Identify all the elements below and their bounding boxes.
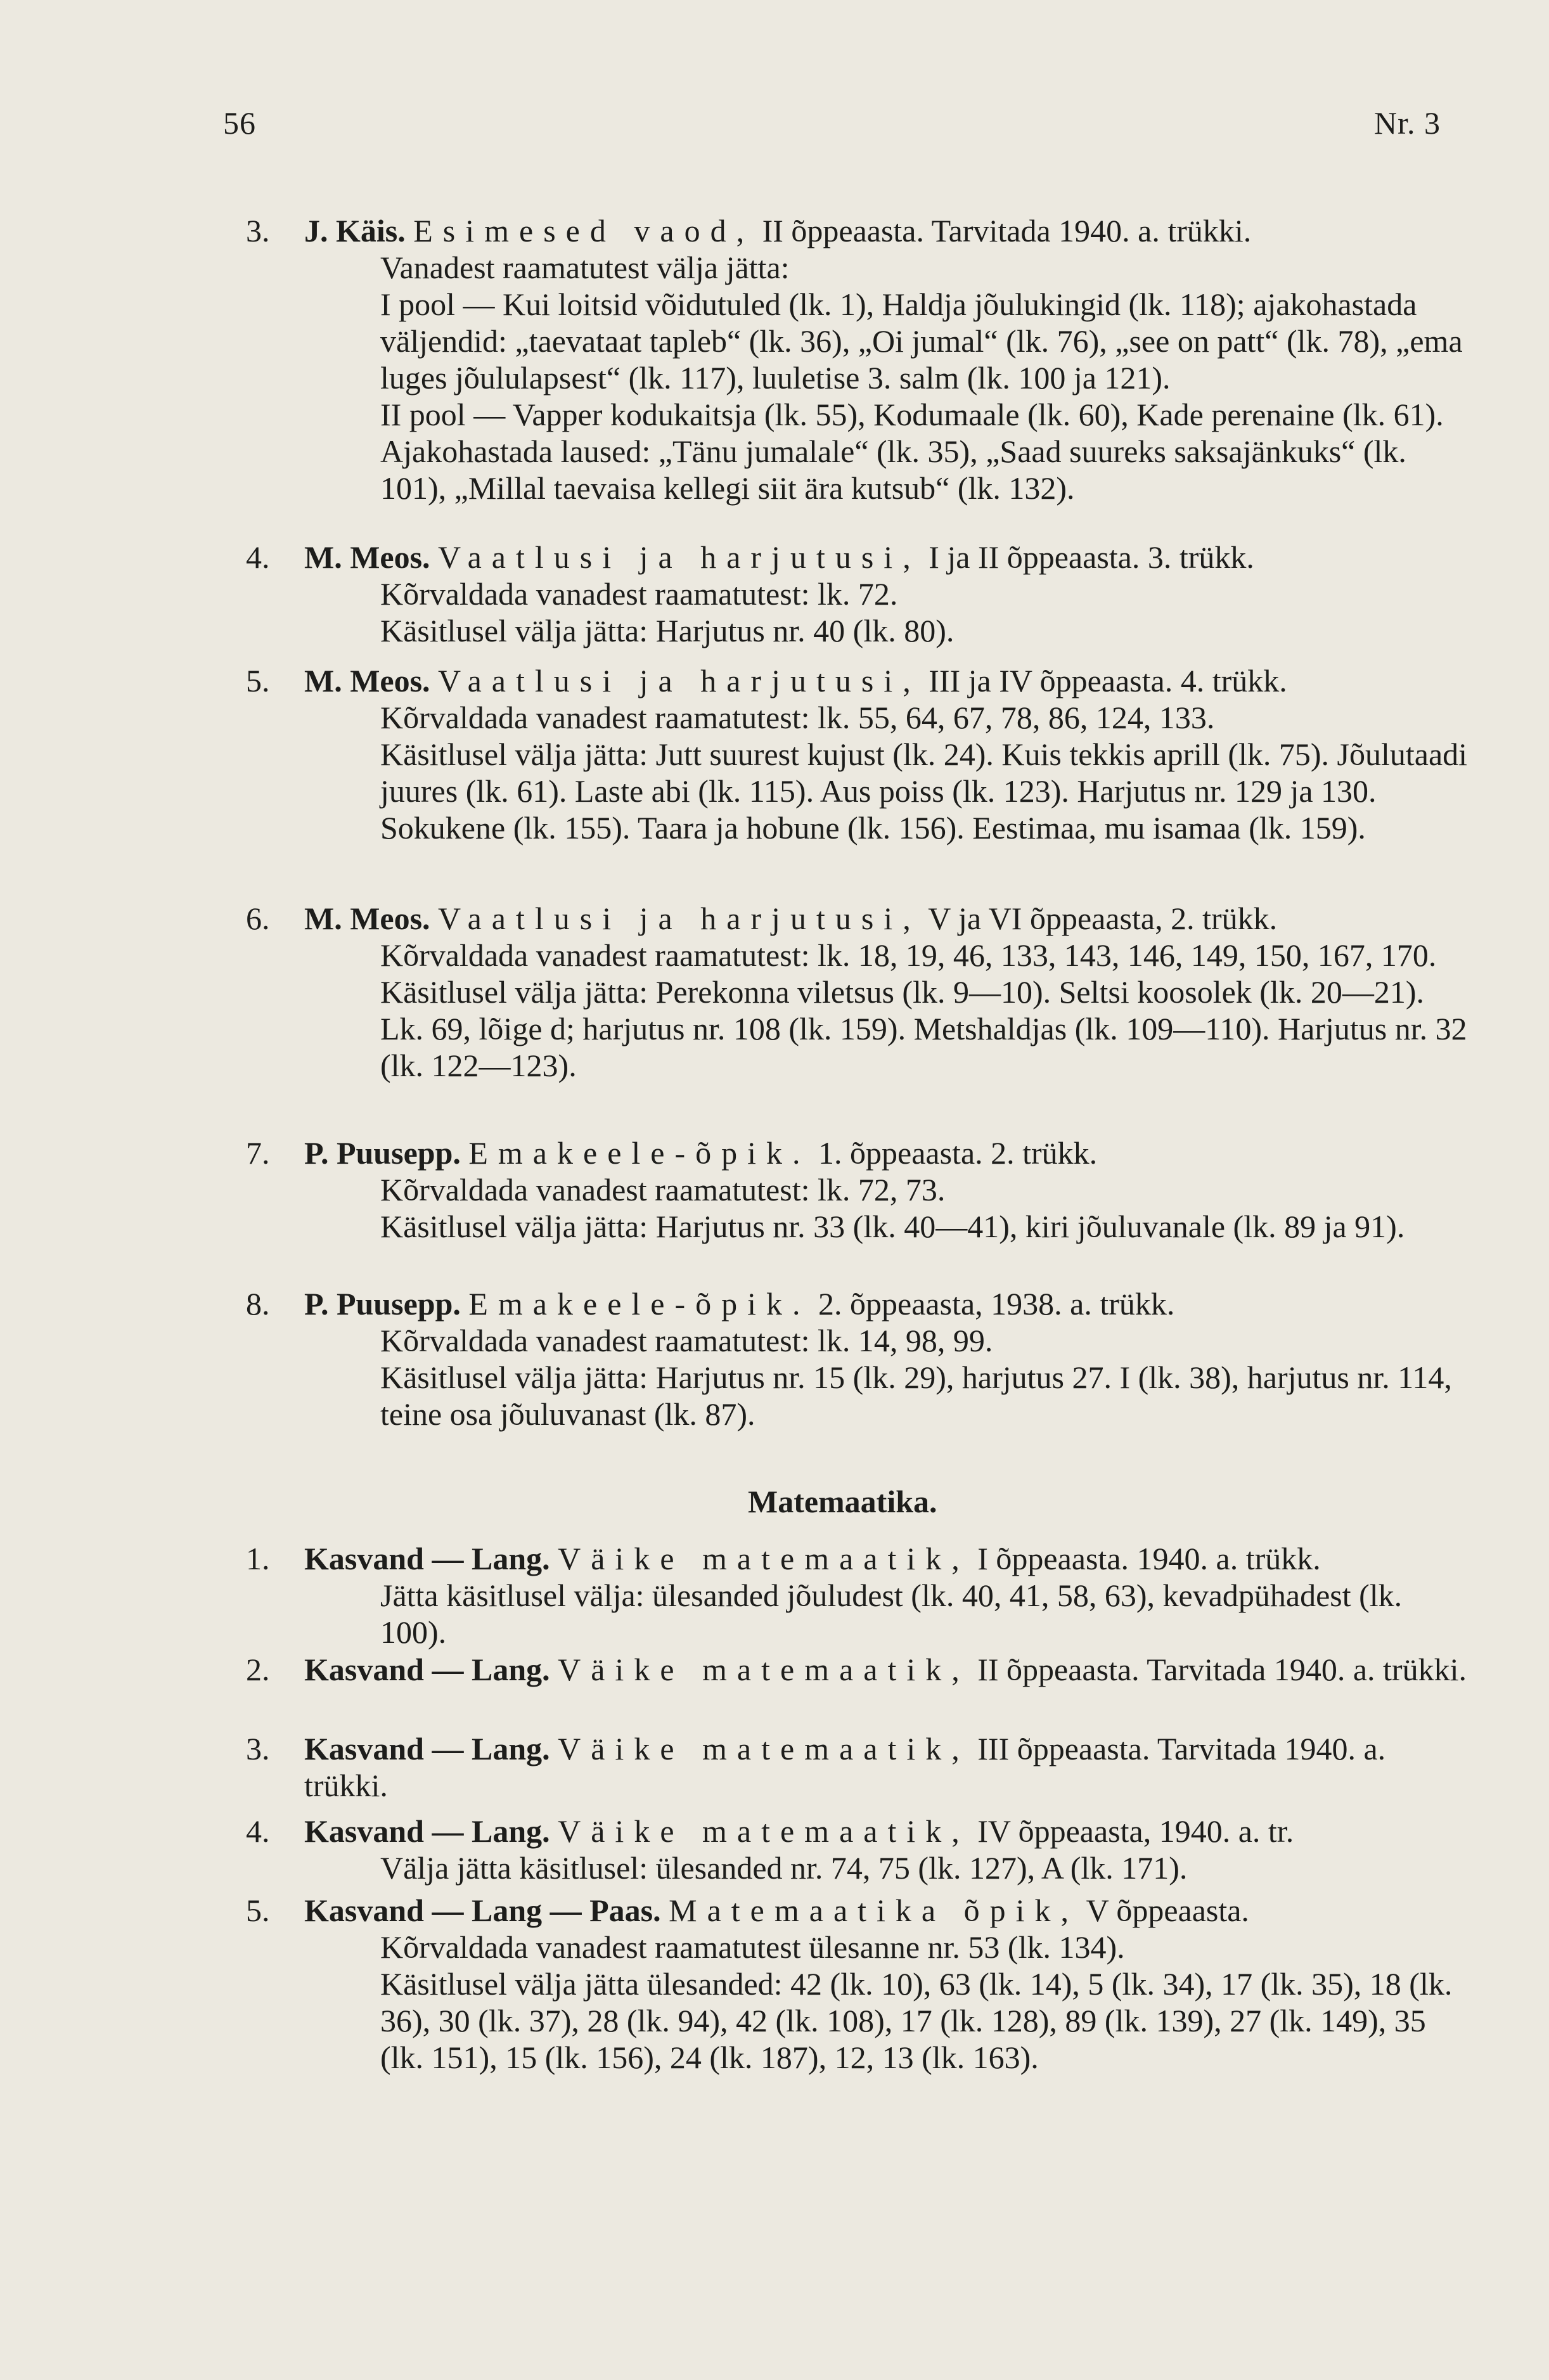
entry-author: P. Puusepp. — [304, 1286, 461, 1322]
entry-title: Esimesed vaod, — [413, 213, 755, 248]
entry-title: Emakeele-õpik. — [468, 1135, 811, 1171]
entry-headline — [304, 212, 1470, 249]
entry — [246, 1285, 1470, 1432]
entry-author: Kasvand — Lang. — [304, 1731, 550, 1766]
entry-details: II õppeaasta. Tarvitada 1940. a. trükki. — [754, 213, 1252, 248]
entry-body — [304, 1651, 1470, 1688]
entry-author: Kasvand — Lang — Paas. — [304, 1893, 661, 1928]
entry — [246, 1135, 1470, 1245]
entry-body — [304, 1813, 1470, 1886]
entry-line: Kõrvaldada vanadest raamatutest: lk. 72. — [380, 576, 898, 612]
entry-title: Matemaatika õpik, — [669, 1893, 1079, 1928]
entry-headline — [304, 1651, 1470, 1688]
entry-title: Väike matemaatik, — [558, 1541, 970, 1576]
entry-line: II pool — Vapper kodukaitsja (lk. 55), Kodumaale (lk. 60), Kade perenaine (lk. 61). Ajakohastada laused: „Tänu jumalale“ (lk. 35), „Saad suureks saksajänkuks“ (lk. 101), „Millal taevaisa kellegi siit ära kutsub“ (lk. 132). — [380, 397, 1444, 506]
entry-title: Vaatlusi ja harjutusi, — [438, 539, 921, 575]
entry-line: Kõrvaldada vanadest raamatutest: lk. 72, 73. — [380, 1172, 946, 1207]
entry-title: Vaatlusi ja harjutusi, — [438, 901, 921, 936]
entry-author: J. Käis. — [304, 213, 406, 248]
entry-line: Kõrvaldada vanadest raamatutest: lk. 14, 98, 99. — [380, 1323, 993, 1358]
entry-author: M. Meos. — [304, 539, 430, 575]
entry-line: Käsitlusel välja jätta: Harjutus nr. 15 (lk. 29), harjutus 27. I (lk. 38), harjutus nr. 114, teine osa jõuluvanast (lk. 87). — [380, 1360, 1452, 1432]
entry-author: Kasvand — Lang. — [304, 1541, 550, 1576]
entry — [246, 900, 1470, 1084]
entry-number: 2. — [246, 1652, 270, 1687]
entry-details: II õppeaasta. Tarvitada 1940. a. trükki. — [969, 1652, 1467, 1687]
entry-author: M. Meos. — [304, 901, 430, 936]
entry-body — [304, 1540, 1470, 1650]
entry-line: Jätta käsitlusel välja: ülesanded jõuludest (lk. 40, 41, 58, 63), kevadpühadest (lk. 100). — [380, 1578, 1403, 1650]
entry-body — [304, 539, 1470, 649]
entry-line: Käsitlusel välja jätta: Harjutus nr. 33 (lk. 40—41), kiri jõuluvanale (lk. 89 ja 91). — [380, 1209, 1405, 1244]
entry-details: I õppeaasta. 1940. a. trükk. — [969, 1541, 1321, 1576]
entry-details: III ja IV õppeaasta. 4. trükk. — [920, 663, 1287, 698]
entry-title: Emakeele-õpik. — [468, 1286, 811, 1322]
entry — [246, 1892, 1470, 2076]
issue-number: Nr. 3 — [1374, 105, 1441, 141]
entry-number: 3. — [246, 213, 270, 248]
entry-number: 3. — [246, 1731, 270, 1766]
entry-details: III õppeaasta. Tarvitada 1940. a. trükki. — [304, 1731, 1386, 1803]
entry-body — [304, 662, 1470, 846]
entry — [246, 539, 1470, 649]
entry-details: V ja VI õppeaasta, 2. trükk. — [920, 901, 1278, 936]
entry — [246, 1813, 1470, 1886]
entry-number: 6. — [246, 901, 270, 936]
entry-author: P. Puusepp. — [304, 1135, 461, 1171]
entry — [246, 1540, 1470, 1650]
section-heading: Matemaatika. — [748, 1484, 937, 1519]
entry-body — [304, 900, 1470, 1084]
entry-line: Kõrvaldada vanadest raamatutest: lk. 18, 19, 46, 133, 143, 146, 149, 150, 167, 170. — [380, 937, 1437, 973]
entry-line: Kõrvaldada vanadest raamatutest ülesanne nr. 53 (lk. 134). — [380, 1929, 1125, 1965]
entry-author: Kasvand — Lang. — [304, 1652, 550, 1687]
entry-headline — [304, 1813, 1470, 1849]
entry-number: 4. — [246, 539, 270, 575]
entry-number: 1. — [246, 1541, 270, 1576]
entry-body — [304, 212, 1470, 506]
entry — [246, 1730, 1470, 1804]
entry-title: Vaatlusi ja harjutusi, — [438, 663, 921, 698]
entry-headline — [304, 539, 1470, 576]
entry-number: 5. — [246, 663, 270, 698]
entry-line: Käsitlusel välja jätta: Perekonna viletsus (lk. 9—10). Seltsi koosolek (lk. 20—21). Lk. 69, lõige d; harjutus nr. 108 (lk. 159). Metshaldjas (lk. 109—110). Harjutus nr. 32 (lk. 122—123). — [380, 974, 1467, 1083]
entry-title: Väike matemaatik, — [558, 1813, 970, 1849]
entry-body — [304, 1135, 1470, 1245]
entry-line: Vanadest raamatutest välja jätta: — [380, 250, 790, 285]
entry-line: Käsitlusel välja jätta: Harjutus nr. 40 (lk. 80). — [380, 613, 954, 648]
page-number: 56 — [223, 105, 256, 141]
entry-number: 4. — [246, 1813, 270, 1849]
entry-number: 7. — [246, 1135, 270, 1171]
entry — [246, 1651, 1470, 1688]
entry-author: M. Meos. — [304, 663, 430, 698]
entry-headline — [304, 1135, 1470, 1171]
entry-details: 2. õppeaasta, 1938. a. trükk. — [810, 1286, 1175, 1322]
entry-line: Käsitlusel välja jätta ülesanded: 42 (lk. 10), 63 (lk. 14), 5 (lk. 34), 17 (lk. 35), 18 (lk. 36), 30 (lk. 37), 28 (lk. 94), 42 (lk. 108), 17 (lk. 128), 89 (lk. 139), 27 (lk. 149), 35 (lk. 151), 15 (lk. 156), 24 (lk. 187), 12, 13 (lk. 163). — [380, 1966, 1453, 2075]
entry-title: Väike matemaatik, — [558, 1731, 970, 1766]
entry-author: Kasvand — Lang. — [304, 1813, 550, 1849]
entry-line: Käsitlusel välja jätta: Jutt suurest kujust (lk. 24). Kuis tekkis aprill (lk. 75). Jõulutaadi juures (lk. 61). Laste abi (lk. 115). Aus poiss (lk. 123). Harjutus nr. 129 ja 130. Sokukene (lk. 155). Taara ja hobune (lk. 156). Eestimaa, mu isamaa (lk. 159). — [380, 737, 1468, 846]
entry-number: 8. — [246, 1286, 270, 1322]
entry-details: I ja II õppeaasta. 3. trükk. — [920, 539, 1254, 575]
entry-headline — [304, 662, 1470, 699]
entry-title: Väike matemaatik, — [558, 1652, 970, 1687]
entry-headline — [304, 1730, 1470, 1804]
entry-headline — [304, 1892, 1470, 1929]
entry — [246, 212, 1470, 506]
entry-body — [304, 1892, 1470, 2076]
entry-details: 1. õppeaasta. 2. trükk. — [810, 1135, 1098, 1171]
entry-body — [304, 1730, 1470, 1804]
entry-headline — [304, 1540, 1470, 1577]
entry-headline — [304, 1285, 1470, 1322]
entry-body — [304, 1285, 1470, 1432]
entry-headline — [304, 900, 1470, 937]
entry-line: Kõrvaldada vanadest raamatutest: lk. 55, 64, 67, 78, 86, 124, 133. — [380, 700, 1215, 735]
entry — [246, 662, 1470, 846]
entry-details: V õppeaasta. — [1079, 1893, 1249, 1928]
entry-line: Välja jätta käsitlusel: ülesanded nr. 74, 75 (lk. 127), A (lk. 171). — [380, 1850, 1188, 1886]
entry-line: I pool — Kui loitsid võidutuled (lk. 1), Haldja jõulukingid (lk. 118); ajakohastada väljendid: „taevataat tapleb“ (lk. 36), „Oi jumal“ (lk. 76), „see on patt“ (lk. 78), „ema luges jõululapsest“ (lk. 117), luuletise 3. salm (lk. 100 ja 121). — [380, 286, 1463, 396]
entry-number: 5. — [246, 1893, 270, 1928]
entry-details: IV õppeaasta, 1940. a. tr. — [969, 1813, 1294, 1849]
